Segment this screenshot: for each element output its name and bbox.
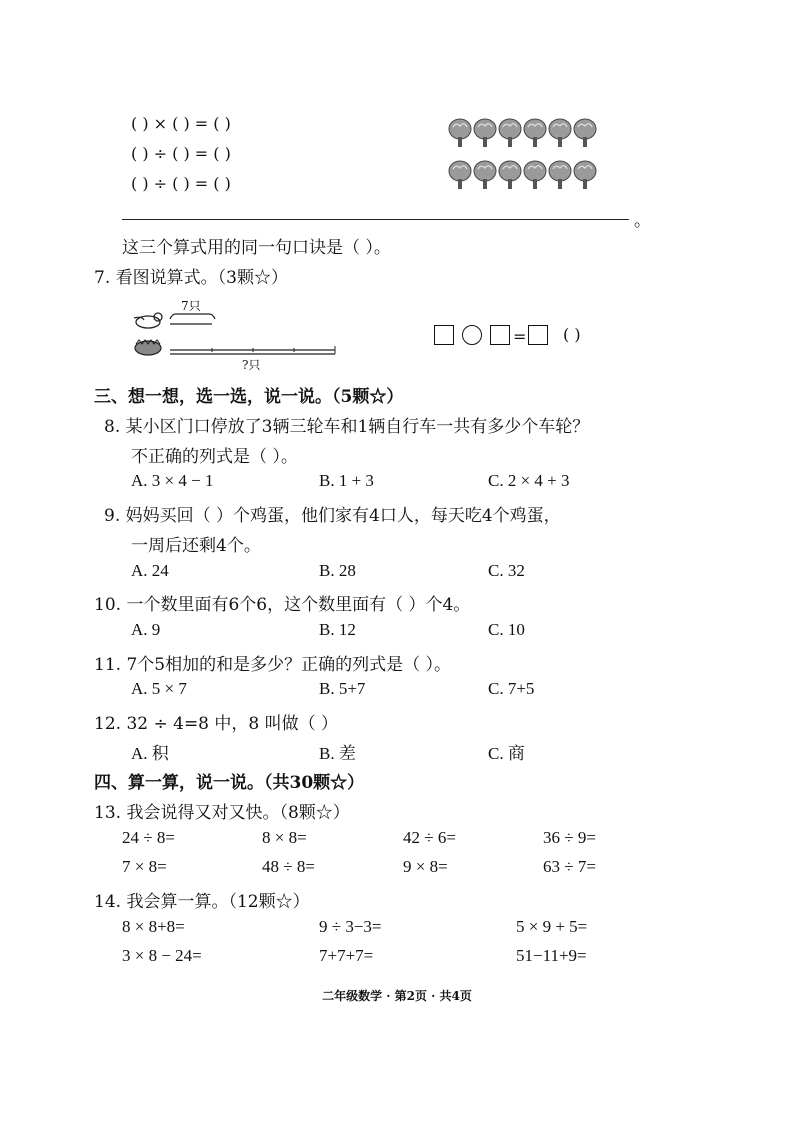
tree-icon — [498, 160, 522, 190]
tree-icon — [473, 118, 497, 148]
q9-line-2: 一周后还剩4个。 — [131, 536, 261, 556]
q13-expr: 8 × 8= — [262, 828, 307, 847]
tree-icon — [573, 160, 597, 190]
operand-box-2[interactable] — [490, 325, 510, 345]
tree-icon — [473, 160, 497, 190]
q11-option-a[interactable]: A. 5 × 7 — [131, 679, 187, 698]
q7-title: 7. 看图说算式。（3颗☆） — [94, 268, 288, 288]
q13-expr: 7 × 8= — [122, 857, 167, 876]
q8-line-1: 8. 某小区门口停放了3辆三轮车和1辆自行车一共有多少个车轮？ — [104, 417, 590, 437]
section-3-title: 三、想一想，选一选，说一说。（5颗☆） — [94, 387, 404, 407]
q9-option-a[interactable]: A. 24 — [131, 561, 169, 580]
q14-expr: 5 × 9 + 5= — [516, 917, 588, 936]
q9-option-b[interactable]: B. 28 — [319, 561, 356, 580]
answer-line-period: 。 — [634, 211, 651, 231]
q10-option-b[interactable]: B. 12 — [319, 620, 356, 639]
tree-icon — [448, 118, 472, 148]
q10-line-1: 10. 一个数里面有6个6，这个数里面有（ ）个4。 — [94, 595, 471, 615]
tree-row-1 — [448, 118, 598, 148]
section-4-title: 四、算一算，说一说。（共30颗☆） — [94, 773, 365, 793]
q9-line-1: 9. 妈妈买回（ ）个鸡蛋，他们家有4口人，每天吃4个鸡蛋， — [104, 506, 561, 526]
q13-expr: 36 ÷ 9= — [543, 828, 596, 847]
q8-option-c[interactable]: C. 2 × 4 + 3 — [488, 471, 570, 490]
equation-3: ( ) ÷ ( ) = ( ) — [131, 174, 231, 193]
equation-2: ( ) ÷ ( ) = ( ) — [131, 144, 231, 163]
q14-expr: 3 × 8 − 24= — [122, 946, 202, 965]
q13-expr: 24 ÷ 8= — [122, 828, 175, 847]
seven-label: 7只 — [181, 299, 201, 313]
operand-box-1[interactable] — [434, 325, 454, 345]
q14-expr: 51−11+9= — [516, 946, 587, 965]
rabbit-icon — [134, 313, 162, 328]
koujue-question: 这三个算式用的同一句口诀是（ ）。 — [122, 238, 391, 258]
q14-expr: 7+7+7= — [319, 946, 374, 965]
q13-expr: 42 ÷ 6= — [403, 828, 456, 847]
q8-line-2: 不正确的列式是（ ）。 — [131, 447, 298, 467]
q9-option-c[interactable]: C. 32 — [488, 561, 525, 580]
page-footer: 二年级数学 · 第2页 · 共4页 — [322, 989, 472, 1003]
q11-option-c[interactable]: C. 7+5 — [488, 679, 535, 698]
q14-expr: 8 × 8+8= — [122, 917, 185, 936]
operator-circle[interactable] — [462, 325, 482, 345]
tree-icon — [498, 118, 522, 148]
q14-expr: 9 ÷ 3−3= — [319, 917, 382, 936]
answer-line[interactable] — [122, 219, 629, 220]
result-box[interactable] — [528, 325, 548, 345]
equals-sign: = — [513, 327, 527, 346]
hedgehog-icon — [135, 340, 161, 355]
tree-icon — [523, 160, 547, 190]
q14-title: 14. 我会算一算。（12颗☆） — [94, 892, 310, 912]
q11-line-1: 11. 7个5相加的和是多少？正确的列式是（ ）。 — [94, 655, 451, 675]
q13-title: 13. 我会说得又对又快。（8颗☆） — [94, 803, 350, 823]
tree-icon — [448, 160, 472, 190]
q12-option-a[interactable]: A. 积 — [131, 744, 169, 763]
q13-expr: 63 ÷ 7= — [543, 857, 596, 876]
q8-option-a[interactable]: A. 3 × 4 − 1 — [131, 471, 214, 490]
q11-option-b[interactable]: B. 5+7 — [319, 679, 366, 698]
tree-icon — [548, 160, 572, 190]
q12-option-b[interactable]: B. 差 — [319, 744, 356, 763]
q13-expr: 9 × 8= — [403, 857, 448, 876]
q10-option-c[interactable]: C. 10 — [488, 620, 525, 639]
tree-row-2 — [448, 160, 598, 190]
unit-paren: ( ) — [563, 325, 581, 344]
comparison-diagram — [130, 308, 340, 372]
q10-option-a[interactable]: A. 9 — [131, 620, 161, 639]
tree-icon — [573, 118, 597, 148]
equation-1: ( ) × ( ) = ( ) — [131, 114, 231, 133]
tree-icon — [548, 118, 572, 148]
q12-option-c[interactable]: C. 商 — [488, 744, 525, 763]
unknown-label: ?只 — [242, 358, 261, 372]
q13-expr: 48 ÷ 8= — [262, 857, 315, 876]
tree-icon — [523, 118, 547, 148]
q12-line-1: 12. 32 ÷ 4=8 中，8 叫做（ ） — [94, 714, 339, 734]
q8-option-b[interactable]: B. 1 + 3 — [319, 471, 374, 490]
